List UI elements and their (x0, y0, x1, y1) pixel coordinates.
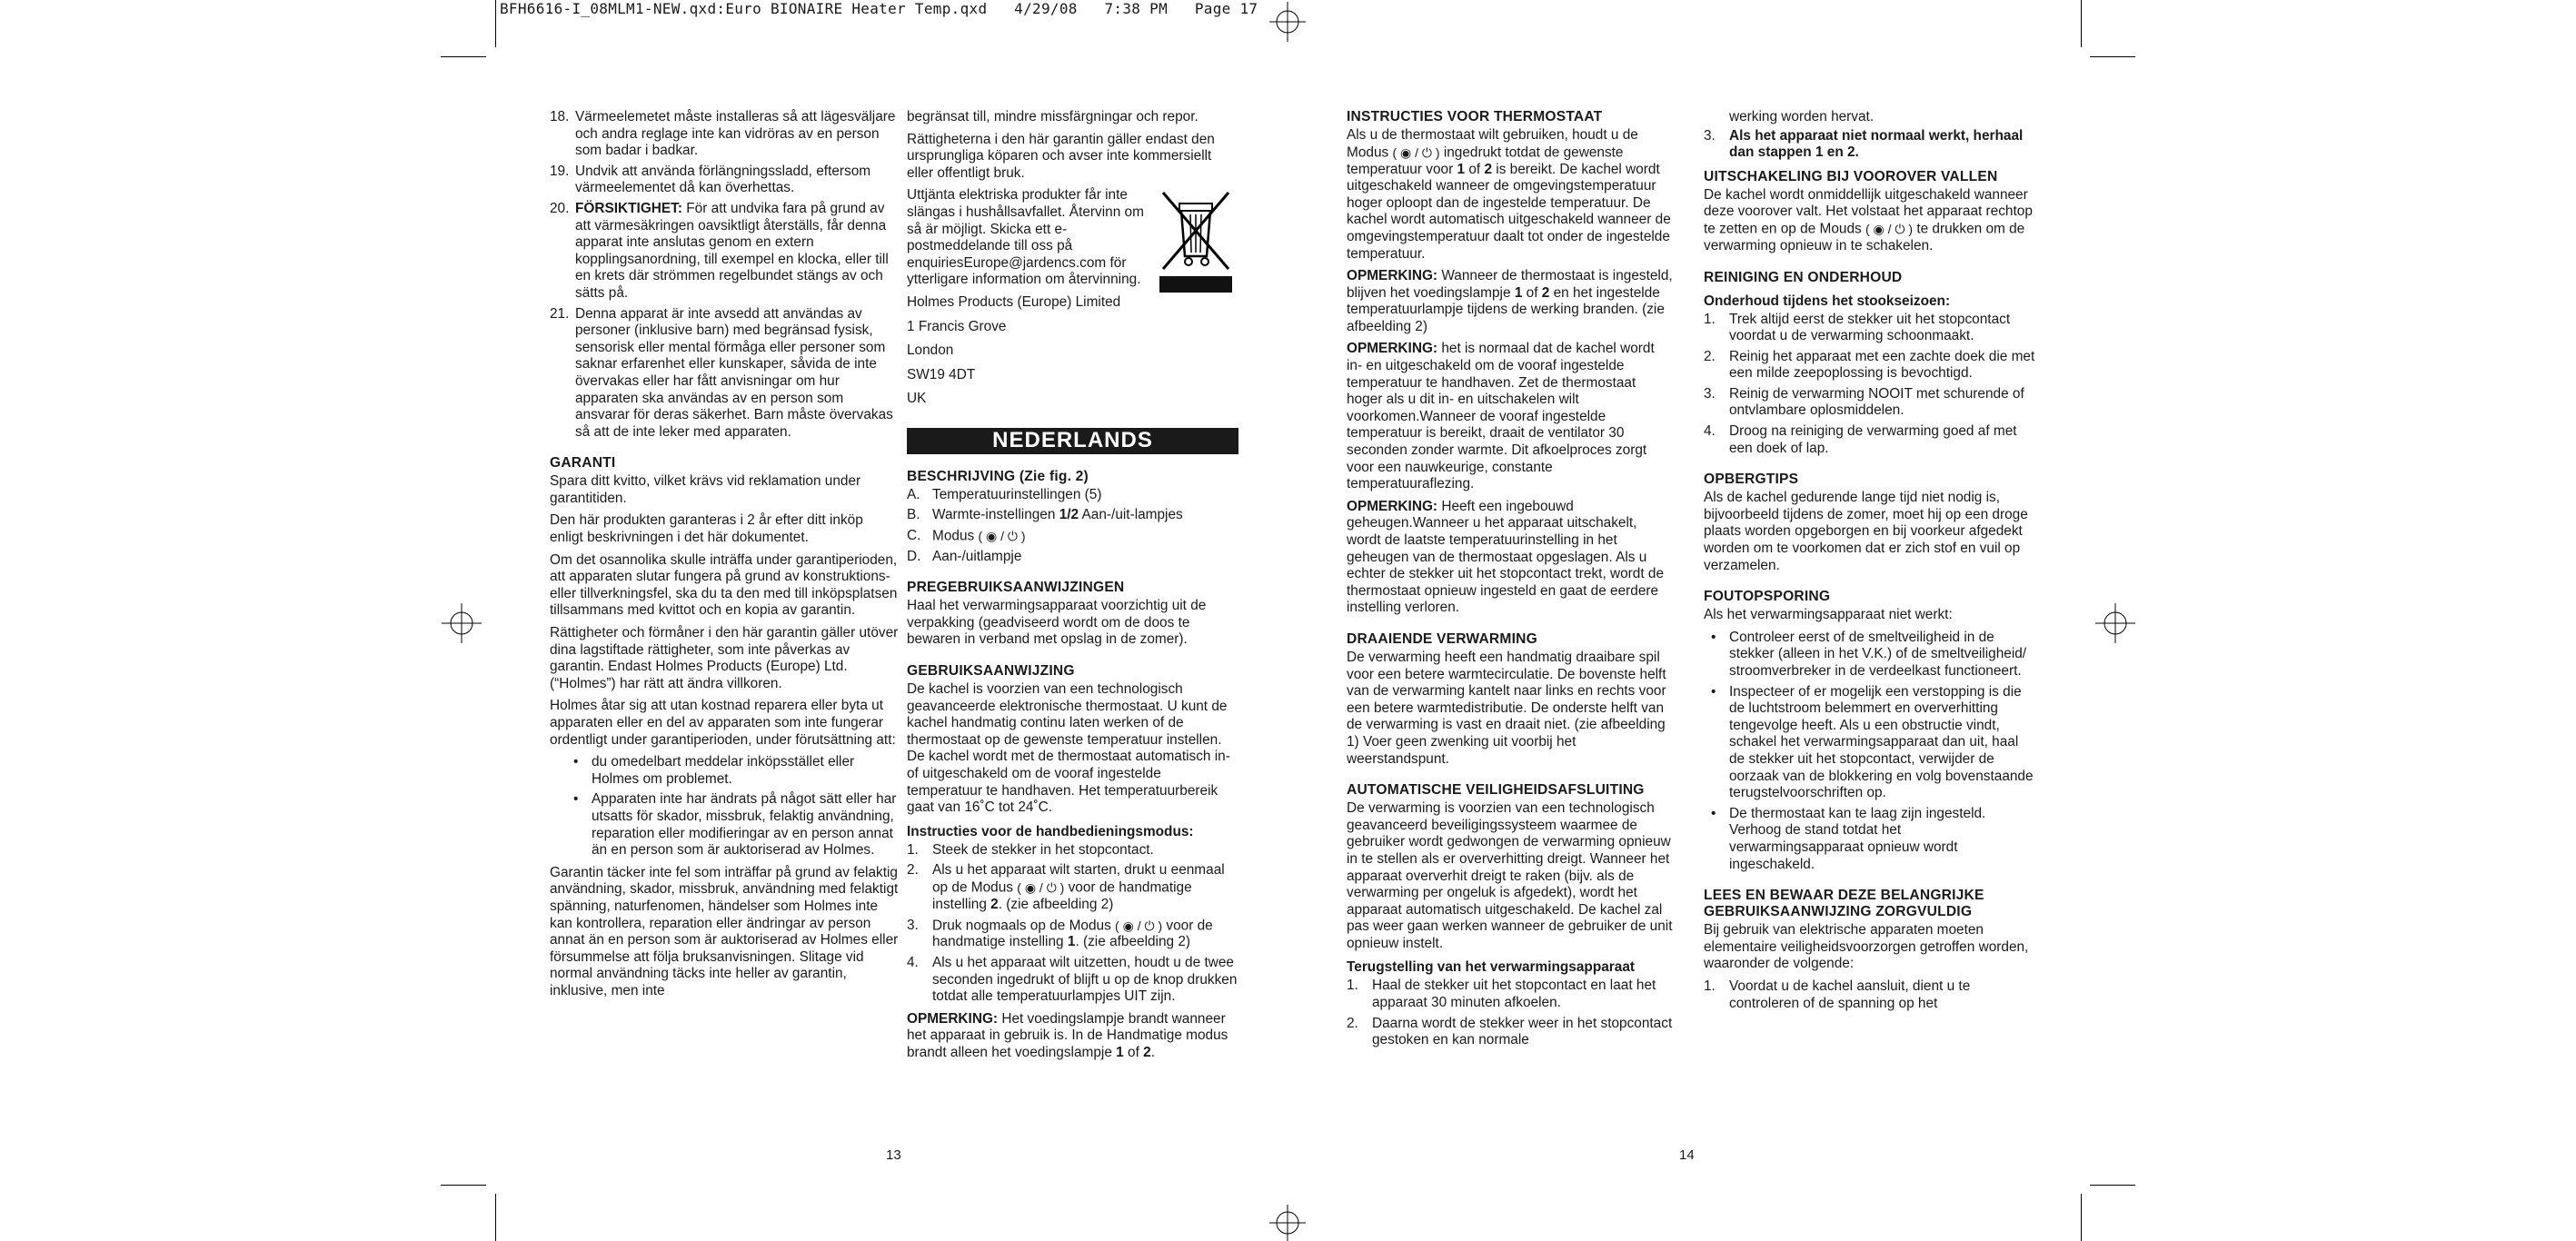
reset-steps (1347, 978, 1674, 1048)
paragraph: werking worden hervat. (1729, 109, 1875, 124)
list-item: 1. Haal de stekker uit het stopcontact en laat het apparaat 30 minuten afkoelen. (1347, 978, 1656, 1011)
address-block (907, 294, 1238, 408)
list-item: B. Warmte-instellingen 1/2 Aan-/uit-lampjes (907, 507, 1183, 523)
paragraph: OPMERKING: Heeft een ingebouwd geheugen.Wanneer u het apparaat uitschakelt, wordt de laatste temperatuurinstelling in het geheugen van de thermostaat opgeslagen. Als u echter de stekker uit het stopcontact trekt, wordt de thermostaat opnieuw ingesteld en gaat de eerdere instelling verloren. (1347, 498, 1665, 616)
paragraph: Spara ditt kvitto, vilket krävs vid reklamation under garantitiden. (550, 473, 861, 506)
paragraph: Als u de thermostaat wilt gebruiken, houdt u de Modus ( ◉ / ⏻ ) ingedrukt totdat de gewenste temperatuur voor 1 of 2 is bereikt. De kachel wordt uitgeschakeld wanneer de omgevingstemperatuur hoger oploopt dan de ingestelde temperatuur. De kachel wordt automatisch uitgeschakeld wanneer de omgevingstemperatuur daalt tot onder de ingestelde temperatuur. (1347, 127, 1671, 262)
weee-bar (1159, 276, 1232, 293)
mode-icon: ( ◉ / ⏻ ) (978, 528, 1026, 543)
list-item: 18. Värmeelemetet måste installeras så att lägesväljare och andra reglage inte kan vidröras av en person som badar i badkar. (550, 109, 896, 159)
safety-list (550, 109, 900, 441)
registration-target-bottom (1269, 1205, 1306, 1241)
paragraph: Rättigheterna i den här garantin gäller endast den ursprungliga köparen och avser inte kommersiellt eller offentligt bruk. (907, 131, 1215, 181)
beschrijving-heading: BESCHRIJVING (Zie fig. 2) (907, 468, 1089, 484)
lees-heading: LEES EN BEWAAR DEZE BELANGRIJKE GEBRUIKSAANWIJZING ZORGVULDIG (1704, 888, 1984, 920)
list-item: • du omedelbart meddelar inköpsstället eller Holmes om problemet. (566, 754, 900, 788)
registration-target-left (442, 603, 482, 643)
page-number-left: 13 (886, 1147, 901, 1163)
list-item: 1. Steek de stekker in het stopcontact. (907, 841, 1154, 858)
gebruik-heading: GEBRUIKSAANWIJZING (907, 663, 1075, 680)
list-item: • Inspecteer of er mogelijk een verstopping is die de luchtstroom belemmert en oververhitting tengevolge heeft. Als u een obstructie vindt, schakel het verwarmingsapparaat dan uit, haal de stekker uit het stopcontact, verwijder de oorzaak van de blokkering en volg bovenstaande terugstelvoorschriften op. (1704, 684, 2035, 802)
list-item: • Controleer eerst of de smeltveiligheid in de stekker (alleen in het V.K.) of de smeltveiligheid/ stroomverbreker in de verdeelkast functioneert. (1704, 630, 2035, 680)
list-item: 1. Voordat u de kachel aansluit, dient u te controleren of de spanning op het (1704, 978, 1971, 1011)
list-item: 3. Reinig de verwarming NOOIT met schurende of ontvlambare oplosmiddelen. (1704, 385, 2024, 419)
address-line: London (907, 343, 954, 359)
auto-heading: AUTOMATISCHE VEILIGHEIDSAFSLUITING (1347, 782, 1645, 799)
address-line: SW19 4DT (907, 366, 976, 382)
crossed-bin-icon (1158, 187, 1234, 273)
paragraph: Garantin täcker inte fel som inträffar på grund av felaktig användning, skador, missbruk, användning med felaktigt spänning, naturfenomen, händelser som Holmes inte kan kontrollera, reparation eller ändringar av person annat än en person som är auktoriserad av Holmes eller försummelse att följa bruksanvisningen. Slitage vid normal användning täcks inte heller av garantin, inklusive, men inte (550, 864, 899, 998)
column-4 (1704, 109, 2035, 1018)
address-line: 1 Francis Grove (907, 318, 1007, 334)
fout-heading: FOUTOPSPORING (1704, 589, 1831, 605)
paragraph: De kachel wordt onmiddellijk uitgeschakeld wanneer deze voorover valt. Het volstaat het apparaat rechtop te zetten en op de Mouds ( ◉ / ⏻ ) te drukken om de verwarming opnieuw in te schakelen. (1704, 186, 2033, 253)
list-item: 4. Droog na reiniging de verwarming goed af met een doek of lap. (1704, 423, 2017, 456)
opberg-heading: OPBERGTIPS (1704, 472, 1799, 488)
vallen-heading: UITSCHAKELING BIJ VOOROVER VALLEN (1704, 168, 1998, 184)
column-3 (1347, 109, 1674, 1055)
reiniging-heading: REINIGING EN ONDERHOUD (1704, 269, 1903, 285)
paragraph: Holmes åtar sig att utan kostnad reparera eller byta ut apparaten eller en del av apparaten som inte fungerar ordentligt under garantiperioden, under förutsättning att: (550, 698, 896, 748)
instructies-heading: Instructies voor de handbedieningsmodus: (907, 823, 1194, 839)
draaiende-heading: DRAAIENDE VERWARMING (1347, 630, 1537, 647)
weee-text: Uttjänta elektriska produkter får inte slängas i hushållsavfallet. Återvinn om så är möjligt. Skicka ett e-postmeddelande till oss på enquiriesEurope@jardencs.com för ytterligare information om återvinning. (907, 187, 1144, 288)
mode-icon: ( ◉ / ⏻ ) (1865, 221, 1914, 236)
steps-list (907, 842, 1238, 1006)
list-item: 3. Druk nogmaals op de Modus ( ◉ / ⏻ ) voor de handmatige instelling 1. (zie afbeelding 2) (907, 917, 1213, 950)
list-item: D. Aan-/uitlampje (907, 548, 1022, 564)
list-item: C. Modus ( ◉ / ⏻ ) (907, 527, 1026, 544)
paragraph: Rättigheter och förmåner i den här garantin gäller utöver dina lagstiftade rättigheter, som inte påverkas av garantin. Endast Holmes Products (Europe) Ltd. (“Holmes”) har rätt att ändra villkoren. (550, 625, 899, 691)
list-item: 2. Als u het apparaat wilt starten, drukt u eenmaal op de Modus ( ◉ / ⏻ ) voor de handmatige instelling 2. (zie afbeelding 2) (907, 862, 1225, 912)
list-item: 1. Trek altijd eerst de stekker uit het stopcontact voordat u de verwarming schoonmaakt. (1704, 311, 2011, 344)
parts-list (907, 487, 1238, 566)
mode-icon: ( ◉ / ⏻ ) (1115, 918, 1163, 933)
paragraph: De kachel is voorzien van een technologisch geavanceerde elektronische thermostaat. U kunt de kachel handmatig continu laten werken of de thermostaat op de gewenste temperatuur instellen. De kachel wordt met de thermostaat automatisch in- of uitgeschakeld om de vooraf ingestelde temperatuur te handhaven. Het temperatuurbereik gaat van 16˚C tot 24˚C. (907, 681, 1230, 816)
conditions-list (566, 754, 900, 859)
weee-block (907, 187, 1238, 294)
list-item: 2. Reinig het apparaat met een zachte doek die met een milde zeepoplossing is bevochtigd. (1704, 348, 2035, 382)
paragraph: OPMERKING: Wanneer de thermostaat is ingesteld, blijven het voedingslampje 1 of 2 en het ingestelde temperatuurlampje tijdens de werking branden. (zie afbeelding 2) (1347, 268, 1673, 334)
paragraph: Den här produkten garanteras i 2 år efter ditt inköp enligt beskrivningen i det här dokumentet. (550, 512, 863, 546)
paragraph: Om det osannolika skulle inträffa under garantiperioden, att apparaten slutar fungera på grund av konstruktions- eller tillverkningsfel, ska du ta den med till inköpsplatsen tillsammans med kvittot och en kopia av garantin. (550, 551, 898, 619)
paragraph: OPMERKING: Het voedingslampje brandt wanneer het apparaat in gebruik is. In de Handmatige modus brandt alleen het voedingslampje 1 of 2. (907, 1010, 1228, 1061)
paragraph: De verwarming heeft een handmatig draaibare spil voor een betere warmtecirculatie. De bovenste helft van de verwarming kantelt naar links en rechts voor een betere warmtedistributie. De onderste helft van de verwarming is vast en draait niet. (zie afbeelding 1) Voer geen zwenking uit voorbij het weerstandspunt. (1347, 649, 1666, 767)
paragraph: Als de kachel gedurende lange tijd niet nodig is, bijvoorbeeld tijdens de zomer, moet hij op een droge plaats worden opgeborgen en bij voorkeur afgedekt worden om te voorkomen dat er zich stof en vuil op verzamelen. (1704, 490, 2028, 573)
column-1 (550, 109, 900, 1006)
pregebruik-heading: PREGEBRUIKSAANWIJZINGEN (907, 580, 1125, 596)
list-item: 4. Als u het apparaat wilt uitzetten, houdt u de twee seconden ingedrukt of blijft u op de knop drukken totdat alle temperatuurlampjes UIT zijn. (907, 955, 1238, 1005)
address-line: UK (907, 391, 927, 407)
address-line: Holmes Products (Europe) Limited (907, 293, 1121, 310)
fout-list (1704, 630, 2035, 873)
onderhoud-heading: Onderhoud tijdens het stookseizoen: (1704, 293, 1951, 309)
list-item: 20. FÖRSIKTIGHET: För att undvika fara på grund av att värmesäkringen oavsiktligt återställs, får denna apparat inte anslutas genom en extern kopplingsanordning, till exempel en klocka, eller till en krets där strömmen regelbundet stängs av och sätts på. (550, 200, 889, 301)
language-banner: NEDERLANDS (907, 428, 1238, 454)
page-number-right: 14 (1679, 1147, 1695, 1163)
list-item: • Apparaten inte har ändrats på något sätt eller har utsatts för skador, missbruk, felaktig användning, reparation eller modifieringar av en person annat än en person som är auktoriserad av Holmes. (566, 791, 900, 859)
list-item: 21. Denna apparat är inte avsedd att användas av personer (inklusive barn) med begränsad fysisk, sensorisk eller mental förmåga eller personer som saknar erfarenhet eller kunskaper, såvida de inte övervakas eller har fått anvisningar om hur apparaten ska användas av en person som ansvarar för deras säkerhet. Barn måste övervakas så att de inte leker med apparaten. (550, 305, 893, 440)
garanti-heading: GARANTI (550, 455, 616, 472)
onderhoud-list (1704, 312, 2035, 458)
paragraph: Haal het verwarmingsapparaat voorzichtig uit de verpakking (geadviseerd wordt om de doos te bewaren in verband met opslag in de zomer). (907, 598, 1207, 648)
paragraph: De verwarming is voorzien van een technologisch geavanceerd beveiligingssysteem waarmee de gebruiker wordt gedwongen de verwarming opnieuw in te stellen als er oververhitting dreigt. Wanneer het apparaat oververhit dreigt te raken (bijv. als de verwarming per ongeluk is afgedekt), wordt het apparaat automatisch uitgeschakeld. De kachel zal pas weer gaan werken wanneer de gebruiker de unit opnieuw instelt. (1347, 800, 1673, 951)
registration-target-right (2095, 603, 2135, 643)
reset-heading: Terugstelling van het verwarmingsapparaat (1347, 959, 1636, 976)
step3 (1704, 128, 2035, 162)
paragraph: Bij gebruik van elektrische apparaten moeten elementaire veiligheidsvoorzorgen getroffen worden, waaronder de volgende: (1704, 922, 2029, 972)
mode-icon: ( ◉ / ⏻ ) (1017, 879, 1065, 895)
paragraph: OPMERKING: het is normaal dat de kachel wordt in- en uitgeschakeld om de vooraf ingestelde temperatuur te handhaven. Zet de thermostaat hoger als u dit in- en uitschakelen wilt voorkomen.Wanneer de vooraf ingestelde temperatuur is bereikt, draait de ventilator 30 seconden zonder warmte. Dit afkoelproces zorgt voor een nauwkeurige, constante temperatuuraflezing. (1347, 341, 1655, 492)
list-item: 3. Als het apparaat niet normaal werkt, herhaal dan stappen 1 en 2. (1704, 127, 2024, 161)
column-2 (907, 109, 1238, 1067)
paragraph: Als het verwarmingsapparaat niet werkt: (1704, 607, 1953, 623)
mode-icon: ( ◉ / ⏻ ) (1392, 144, 1440, 160)
thermostaat-heading: INSTRUCTIES VOOR THERMOSTAAT (1347, 109, 1603, 124)
paragraph: begränsat till, mindre missfärgningar och repor. (907, 109, 1198, 124)
lees-steps (1704, 978, 2035, 1012)
list-item: 19. Undvik att använda förlängningssladd, eftersom värmeelementet då kan överhettas. (550, 163, 871, 196)
registration-target-top (1269, 0, 1306, 42)
list-item: A. Temperatuurinstellingen (5) (907, 486, 1102, 502)
list-item: • De thermostaat kan te laag zijn ingesteld. Verhoog de stand totdat het verwarmingsapparaat opnieuw wordt ingeschakeld. (1704, 806, 2035, 873)
file-slug: BFH6616-I_08MLM1-NEW.qxd:Euro BIONAIRE Heater Temp.qxd 4/29/08 7:38 PM Page 17 (500, 0, 1258, 17)
list-item: 2. Daarna wordt de stekker weer in het stopcontact gestoken en kan normale (1347, 1015, 1673, 1048)
